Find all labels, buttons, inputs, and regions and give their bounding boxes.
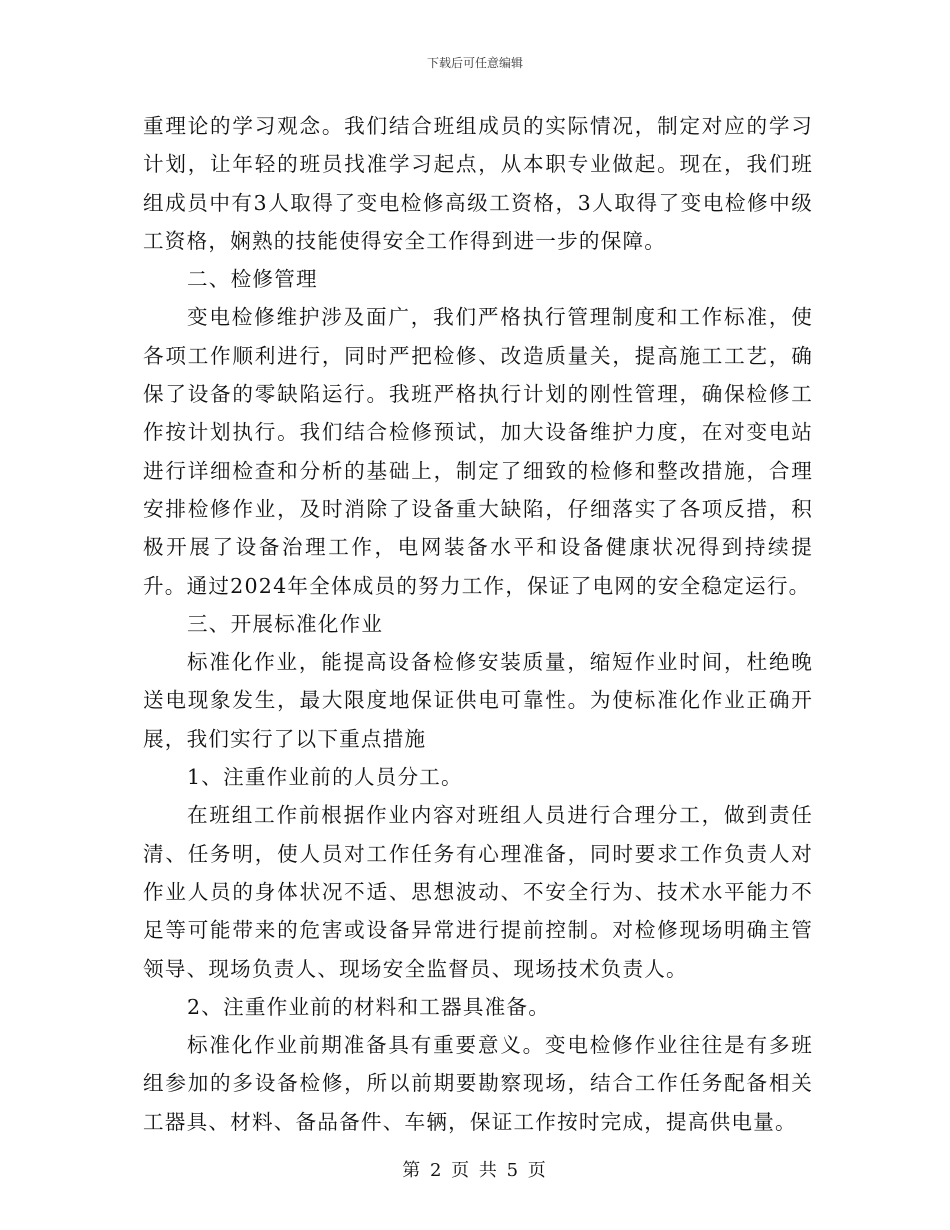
paragraph-standardization: 标准化作业，能提高设备检修安装质量，缩短作业时间，杜绝晚送电现象发生，最大限度地保证供电可靠性。为使标准化作业正确开展，我们实行了以下重点措施 bbox=[143, 650, 813, 751]
subheading-materials: 2、注重作业前的材料和工器具准备。 bbox=[187, 994, 551, 1019]
paragraph-maintenance: 变电检修维护涉及面广，我们严格执行管理制度和工作标准，使各项工作顺利进行，同时严把检修、改造质量关，提高施工工艺，确保了设备的零缺陷运行。我班严格执行计划的刚性管理，确保检修工作按计划执行。我们结合检修预试，加大设备维护力度，在对变电站进行详细检查和分析的基础上，制定了细致的检修和整改措施，合理安排检修作业，及时消除了设备重大缺陷，仔细落实了各项反措，积极开展了设备治理工作，电网装备水平和设备健康状况得到持续提升。通过2024年全体成员的努力工作，保证了电网的安全稳定运行。 bbox=[143, 305, 813, 598]
paragraph-staffing: 在班组工作前根据作业内容对班组人员进行合理分工，做到责任清、任务明，使人员对工作任务有心理准备，同时要求工作负责人对作业人员的身体状况不适、思想波动、不安全行为、技术水平能力不足等可能带来的危害或设备异常进行提前控制。对检修现场明确主管领导、现场负责人、现场安全监督员、现场技术负责人。 bbox=[143, 803, 813, 981]
subheading-staffing: 1、注重作业前的人员分工。 bbox=[187, 765, 463, 790]
page-number-footer: 第 2 页 共 5 页 bbox=[402, 1160, 548, 1181]
section-heading-maintenance: 二、检修管理 bbox=[187, 267, 318, 292]
paragraph-continuation: 重理论的学习观念。我们结合班组成员的实际情况，制定对应的学习计划，让年轻的班员找准学习起点，从本职专业做起。现在，我们班组成员中有3人取得了变电检修高级工资格，3人取得了变电检修中级工资格，娴熟的技能使得安全工作得到进一步的保障。 bbox=[143, 114, 813, 253]
section-heading-standardization: 三、开展标准化作业 bbox=[187, 611, 384, 636]
page-header: 下载后可任意编辑 bbox=[426, 56, 523, 70]
paragraph-materials: 标准化作业前期准备具有重要意义。变电检修作业往往是有多班组参加的多设备检修，所以前期要勘察现场，结合工作任务配备相关工器具、材料、备品备件、车辆，保证工作按时完成，提高供电量。 bbox=[143, 1033, 813, 1134]
document-body bbox=[143, 107, 813, 1141]
